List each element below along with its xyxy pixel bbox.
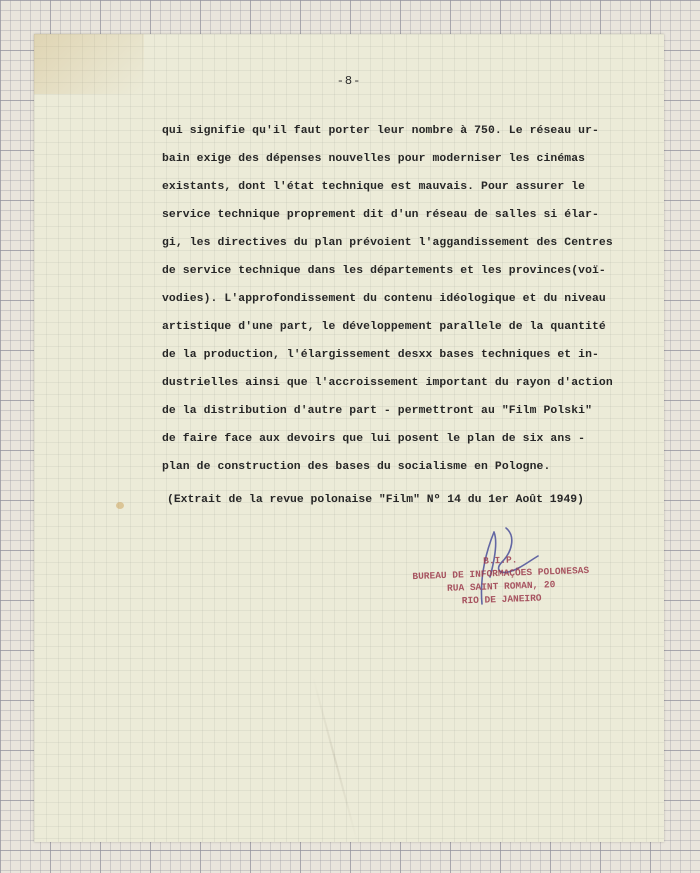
office-stamp [395,550,607,609]
text-line: de la production, l'élargissement desxx bases techniques et in- [162,349,599,361]
text-line: de faire face aux devoirs que lui posent le plan de six ans - [162,433,586,445]
source-citation: (Extrait de la revue polonaise "Film" Nº 14 du 1er Août 1949) [167,494,584,506]
text-line: vodies). L'approfondissement du contenu idéologique et du niveau [162,293,606,305]
text-line: plan de construction des bases du socialisme en Pologne. [162,461,551,473]
stamp-line: B.I.P. [483,554,518,567]
text-line: existants, dont l'état technique est mauvais. Pour assurer le [162,181,586,193]
stamp-line: BUREAU DE INFORMAÇÕES POLONESAS [412,564,590,583]
text-line: qui signifie qu'il faut porter leur nombre à 750. Le réseau ur- [162,125,599,137]
body-text [162,117,662,481]
text-line: dustrielles ainsi que l'accroissement important du rayon d'action [162,377,613,389]
text-line: gi, les directives du plan prévoient l'aggandissement des Centres [162,237,613,249]
document-page [34,34,664,842]
text-line: service technique proprement dit d'un réseau de salles si élar- [162,209,599,221]
text-line: artistique d'une part, le développement parallele de la quantité [162,321,606,333]
stamp-line: RUA SAINT ROMAN, 20 [446,579,556,594]
stamp-line: RIO DE JANEIRO [461,592,542,607]
text-line: bain exige des dépenses nouvelles pour moderniser les cinémas [162,153,586,165]
page-number: -8- [336,74,362,88]
text-line: de service technique dans les départements et les provinces(voï- [162,265,606,277]
paper-fold [312,677,358,842]
text-line: de la distribution d'autre part - permettront au "Film Polski" [162,405,593,417]
ink-blot [116,502,124,509]
